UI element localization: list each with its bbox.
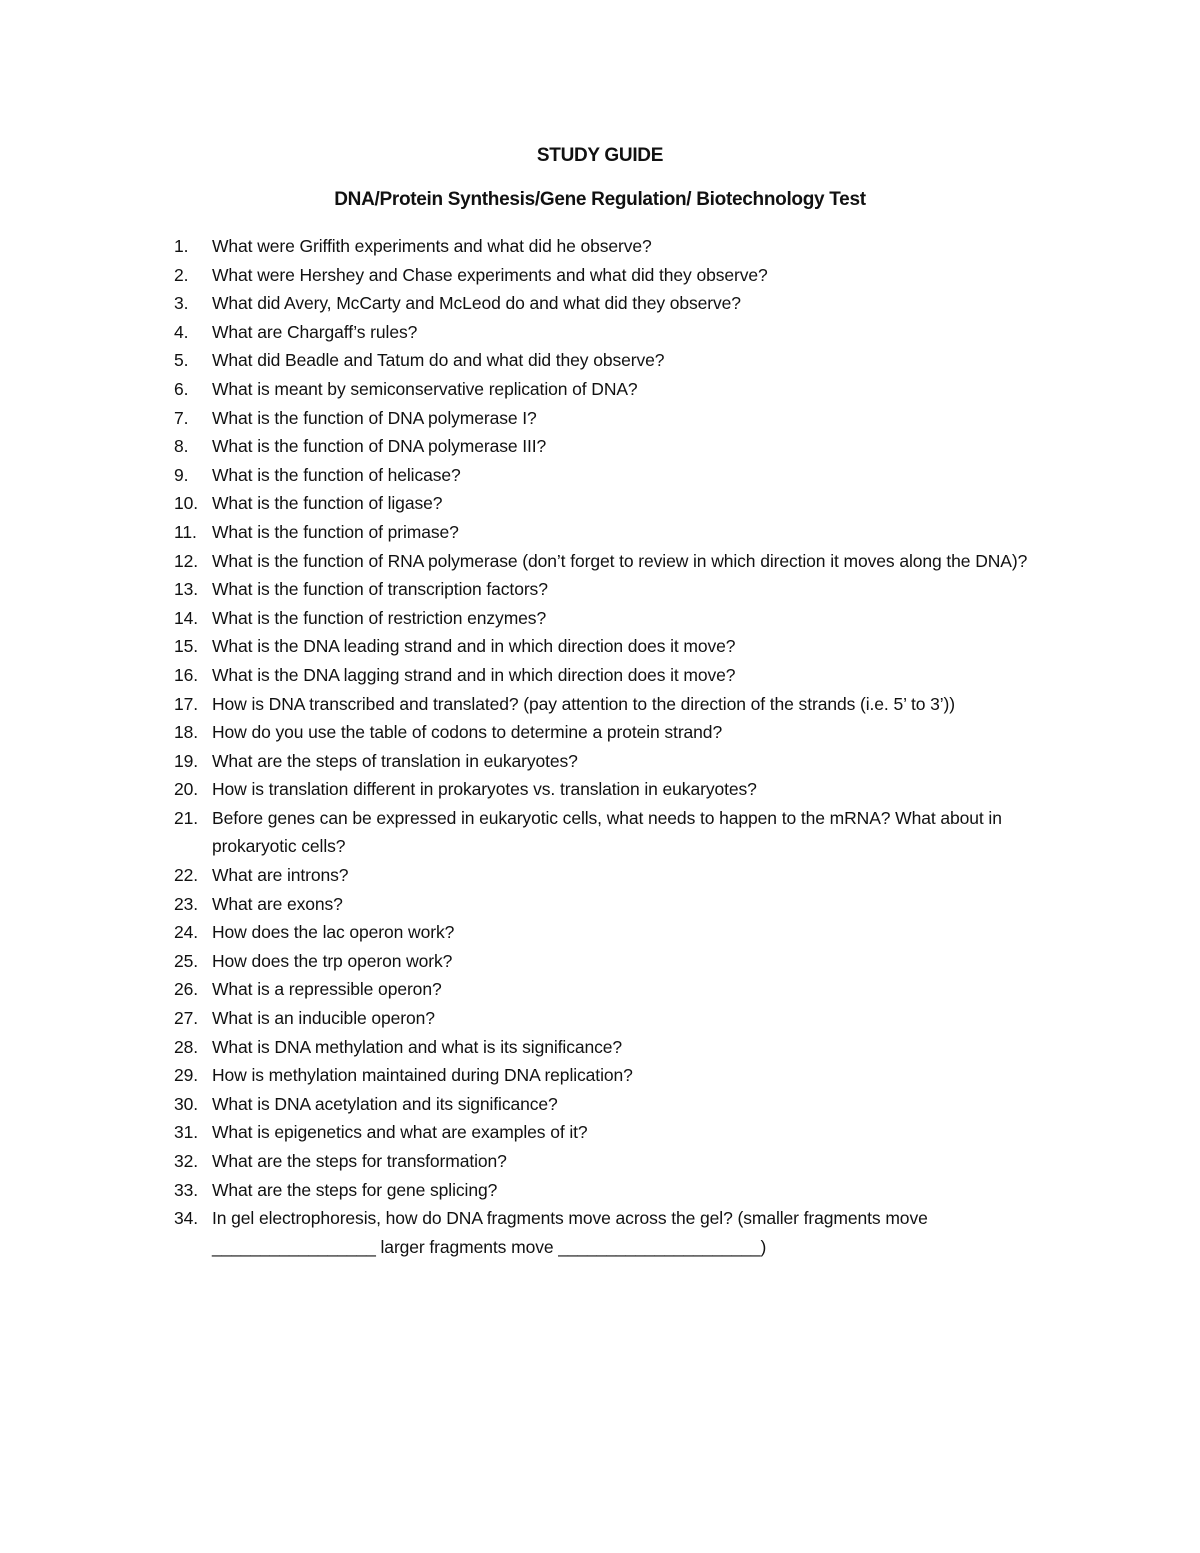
question-number: 17.: [174, 693, 199, 714]
list-item: [174, 489, 1054, 518]
list-item: [174, 632, 1054, 661]
question-number: 9.: [174, 464, 189, 485]
question-text: What is a repressible operon?: [212, 979, 442, 1000]
question-text: What is the function of helicase?: [212, 464, 461, 485]
question-number: 7.: [174, 407, 189, 428]
list-item: [174, 1176, 1054, 1205]
list-item: [174, 747, 1054, 776]
question-number: 1.: [174, 236, 189, 256]
question-text: What is meant by semiconservative replication of DNA?: [212, 378, 638, 399]
question-text: What were Hershey and Chase experiments and what did they observe?: [212, 264, 768, 285]
list-item: [174, 461, 1054, 490]
question-number: 18.: [174, 722, 199, 743]
list-item: [174, 261, 1054, 290]
question-number: 12.: [174, 550, 199, 571]
list-item: [174, 547, 1054, 576]
list-item: [174, 604, 1054, 633]
list-item: [174, 318, 1054, 347]
list-item: [174, 1204, 1054, 1261]
question-text: How does the lac operon work?: [212, 922, 455, 943]
list-item: [174, 861, 1054, 890]
question-number: 31.: [174, 1122, 199, 1143]
page-title: STUDY GUIDE: [536, 145, 664, 166]
question-text: What are introns?: [212, 865, 349, 886]
question-text: How do you use the table of codons to determine a protein strand?: [212, 722, 723, 743]
list-item: [174, 947, 1054, 976]
list-item: [174, 718, 1054, 747]
list-item: [174, 1004, 1054, 1033]
question-number: 30.: [174, 1093, 199, 1114]
question-text: How does the trp operon work?: [212, 950, 453, 971]
list-item: [174, 918, 1054, 947]
list-item: [174, 804, 1054, 861]
list-item: [174, 232, 1054, 261]
question-number: 19.: [174, 750, 199, 771]
question-number: 5.: [174, 350, 189, 371]
question-number: 25.: [174, 950, 199, 971]
question-text: How is methylation maintained during DNA replication?: [212, 1065, 633, 1086]
list-item: [174, 1033, 1054, 1062]
list-item: [174, 890, 1054, 919]
question-number: 15.: [174, 636, 199, 657]
question-text: What were Griffith experiments and what did he observe?: [212, 236, 652, 256]
question-text: What is the DNA lagging strand and in which direction does it move?: [212, 664, 736, 685]
question-text: What are the steps for transformation?: [212, 1151, 507, 1171]
question-number: 26.: [174, 979, 199, 1000]
question-text: What is the function of primase?: [212, 521, 459, 542]
question-text: What is the DNA leading strand and in which direction does it move?: [212, 636, 736, 657]
question-number: 13.: [174, 579, 199, 600]
question-text: What is DNA methylation and what is its significance?: [212, 1036, 623, 1057]
question-number: 34.: [174, 1208, 199, 1229]
question-number: 23.: [174, 893, 199, 914]
question-number: 27.: [174, 1008, 199, 1029]
question-text: What are Chargaff’s rules?: [212, 321, 418, 342]
question-number: 2.: [174, 264, 189, 285]
question-text: What did Avery, McCarty and McLeod do and what did they observe?: [212, 293, 741, 314]
question-text: Before genes can be expressed in eukaryotic cells, what needs to happen to the mRNA? What about in prokaryotic cells?: [212, 807, 1002, 857]
question-number: 32.: [174, 1151, 199, 1171]
question-number: 11.: [174, 521, 197, 542]
question-number: 28.: [174, 1036, 199, 1057]
question-list: [174, 232, 1054, 1261]
question-number: 4.: [174, 321, 189, 342]
question-number: 29.: [174, 1065, 199, 1086]
question-number: 10.: [174, 493, 199, 514]
list-item: [174, 1090, 1054, 1119]
question-number: 14.: [174, 607, 199, 628]
list-item: [174, 775, 1054, 804]
question-number: 3.: [174, 293, 189, 314]
question-text: What is the function of DNA polymerase III?: [212, 436, 547, 457]
list-item: [174, 1118, 1054, 1147]
question-text: What are exons?: [212, 893, 343, 914]
page-subtitle: DNA/Protein Synthesis/Gene Regulation/ Biotechnology Test: [334, 189, 866, 210]
list-item: [174, 1147, 1054, 1176]
question-text: What is epigenetics and what are examples of it?: [212, 1122, 588, 1143]
question-text: What is the function of restriction enzymes?: [212, 607, 547, 628]
list-item: [174, 346, 1054, 375]
list-item: [174, 975, 1054, 1004]
question-number: 8.: [174, 436, 189, 457]
question-number: 22.: [174, 865, 199, 886]
list-item: [174, 1061, 1054, 1090]
question-number: 6.: [174, 378, 189, 399]
question-text: What is the function of transcription factors?: [212, 579, 548, 600]
question-number: 16.: [174, 664, 199, 685]
question-text: What is an inducible operon?: [212, 1008, 435, 1029]
question-number: 21.: [174, 807, 199, 828]
question-text: What is the function of ligase?: [212, 493, 443, 514]
question-text: In gel electrophoresis, how do DNA fragments move across the gel? (smaller fragments move _________________ larger fragments move _____________________): [212, 1208, 928, 1257]
question-text: What is the function of RNA polymerase (don’t forget to review in which direction it moves along the DNA)?: [212, 550, 1028, 571]
question-text: What are the steps for gene splicing?: [212, 1179, 498, 1200]
list-item: [174, 518, 1054, 547]
list-item: [174, 375, 1054, 404]
question-text: What is the function of DNA polymerase I?: [212, 407, 537, 428]
question-number: 33.: [174, 1179, 199, 1200]
list-item: [174, 575, 1054, 604]
list-item: [174, 661, 1054, 690]
list-item: [174, 690, 1054, 719]
question-number: 20.: [174, 779, 199, 800]
list-item: [174, 404, 1054, 433]
question-text: How is DNA transcribed and translated? (pay attention to the direction of the strands (i.e. 5’ to 3’)): [212, 693, 956, 714]
question-text: What is DNA acetylation and its significance?: [212, 1093, 558, 1114]
question-text: How is translation different in prokaryotes vs. translation in eukaryotes?: [212, 779, 757, 800]
question-number: 24.: [174, 922, 199, 943]
question-text: What did Beadle and Tatum do and what did they observe?: [212, 350, 665, 371]
question-text: What are the steps of translation in eukaryotes?: [212, 750, 578, 771]
list-item: [174, 432, 1054, 461]
list-item: [174, 289, 1054, 318]
